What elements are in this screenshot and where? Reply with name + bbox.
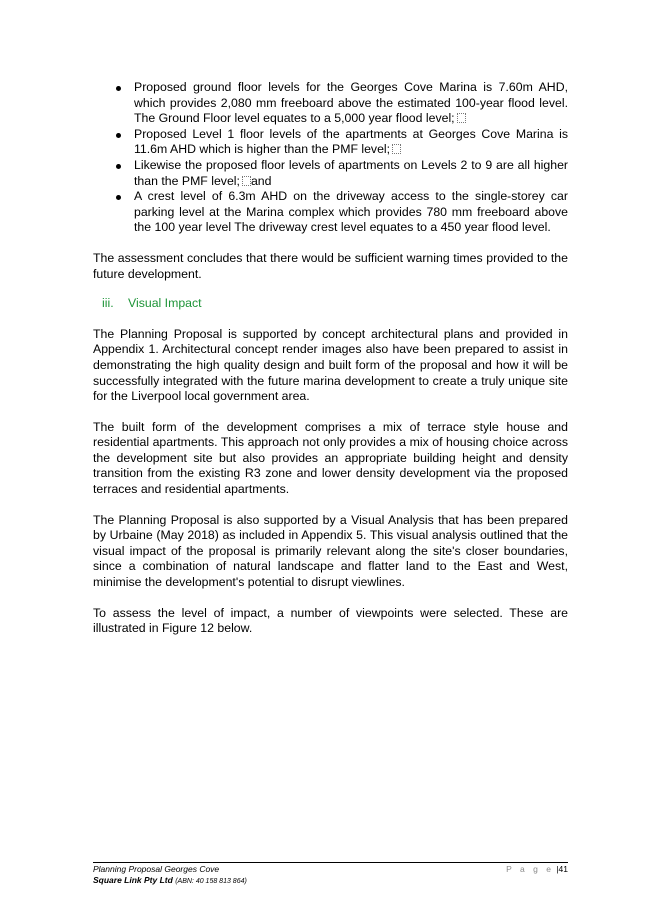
paragraph: The built form of the development comprises a mix of terrace style house and residential apartments. This approach not only provides a mix of housing choice across the development site but also provides an appropriate building height and density transition from the existing R3 zone and lower density development via the proposed terraces and residential apartments.	[93, 419, 568, 497]
footer-abn: (ABN: 40 158 813 864)	[175, 878, 247, 885]
bullet-text: Proposed Level 1 floor levels of the apartments at Georges Cove Marina is 11.6m AHD which is higher than the PMF level;	[134, 126, 568, 157]
footer-doc-title: Planning Proposal Georges Cove	[93, 864, 220, 874]
page-number: 41	[558, 864, 568, 874]
bullet-text: A crest level of 6.3m AHD on the driveway access to the single-storey car parking level at the Marina complex which provides 780 mm freeboard above the 100 year level The driveway crest level equates to a 450 year flood level.	[134, 189, 568, 235]
bullet-icon	[116, 164, 121, 169]
footer-company: Square Link Pty Ltd	[93, 875, 173, 885]
bullet-text: Likewise the proposed floor levels of apartments on Levels 2 to 9 are all higher than the PMF level;	[134, 157, 568, 188]
paragraph: The Planning Proposal is also supported by a Visual Analysis that has been prepared by Urbaine (May 2018) as included in Appendix 5. This visual analysis outlined that the visual impact of the proposal is primarily relevant along the site's closer boundaries, since a combination of natural landscape and flatter land to the East and West, minimise the development's potential to disrupt viewlines.	[93, 512, 568, 590]
page-number-block	[506, 864, 568, 875]
footer-divider	[93, 862, 568, 863]
section-number: iii.	[102, 296, 114, 311]
placeholder-glyph-icon	[457, 113, 466, 123]
bullet-icon	[116, 133, 121, 138]
page-separator: |	[556, 864, 559, 874]
bullet-text: Proposed ground floor levels for the Georges Cove Marina is 7.60m AHD, which provides 2,080 mm freeboard above the estimated 100-year flood level. The Ground Floor level equates to a 5,000 year flood level;	[134, 80, 568, 126]
flood-levels-list	[93, 80, 568, 236]
placeholder-glyph-icon	[392, 144, 401, 154]
list-item	[93, 158, 568, 189]
conclusion-paragraph: The assessment concludes that there would be sufficient warning times provided to the future development.	[93, 250, 568, 281]
bullet-icon	[116, 195, 121, 200]
footer-company-line	[93, 875, 247, 887]
bullet-icon	[116, 86, 121, 91]
bullet-trail: and	[250, 173, 272, 188]
list-item	[93, 189, 568, 236]
section-heading	[93, 296, 568, 312]
paragraph: The Planning Proposal is supported by concept architectural plans and provided in Appendix 1. Architectural concept render images also have been prepared to assist in demonstrating the high quality design and built form of the proposal and how it will be successfully integrated with the future marina development to create a truly unique site for the Liverpool local government area.	[93, 326, 568, 404]
page-label: P a g e	[506, 864, 554, 874]
placeholder-glyph-icon	[242, 176, 251, 186]
list-item	[93, 80, 568, 127]
paragraph: To assess the level of impact, a number of viewpoints were selected. These are illustrated in Figure 12 below.	[93, 605, 568, 636]
page-body	[93, 80, 568, 637]
footer-info	[93, 864, 247, 887]
list-item	[93, 127, 568, 158]
section-title: Visual Impact	[128, 296, 202, 311]
